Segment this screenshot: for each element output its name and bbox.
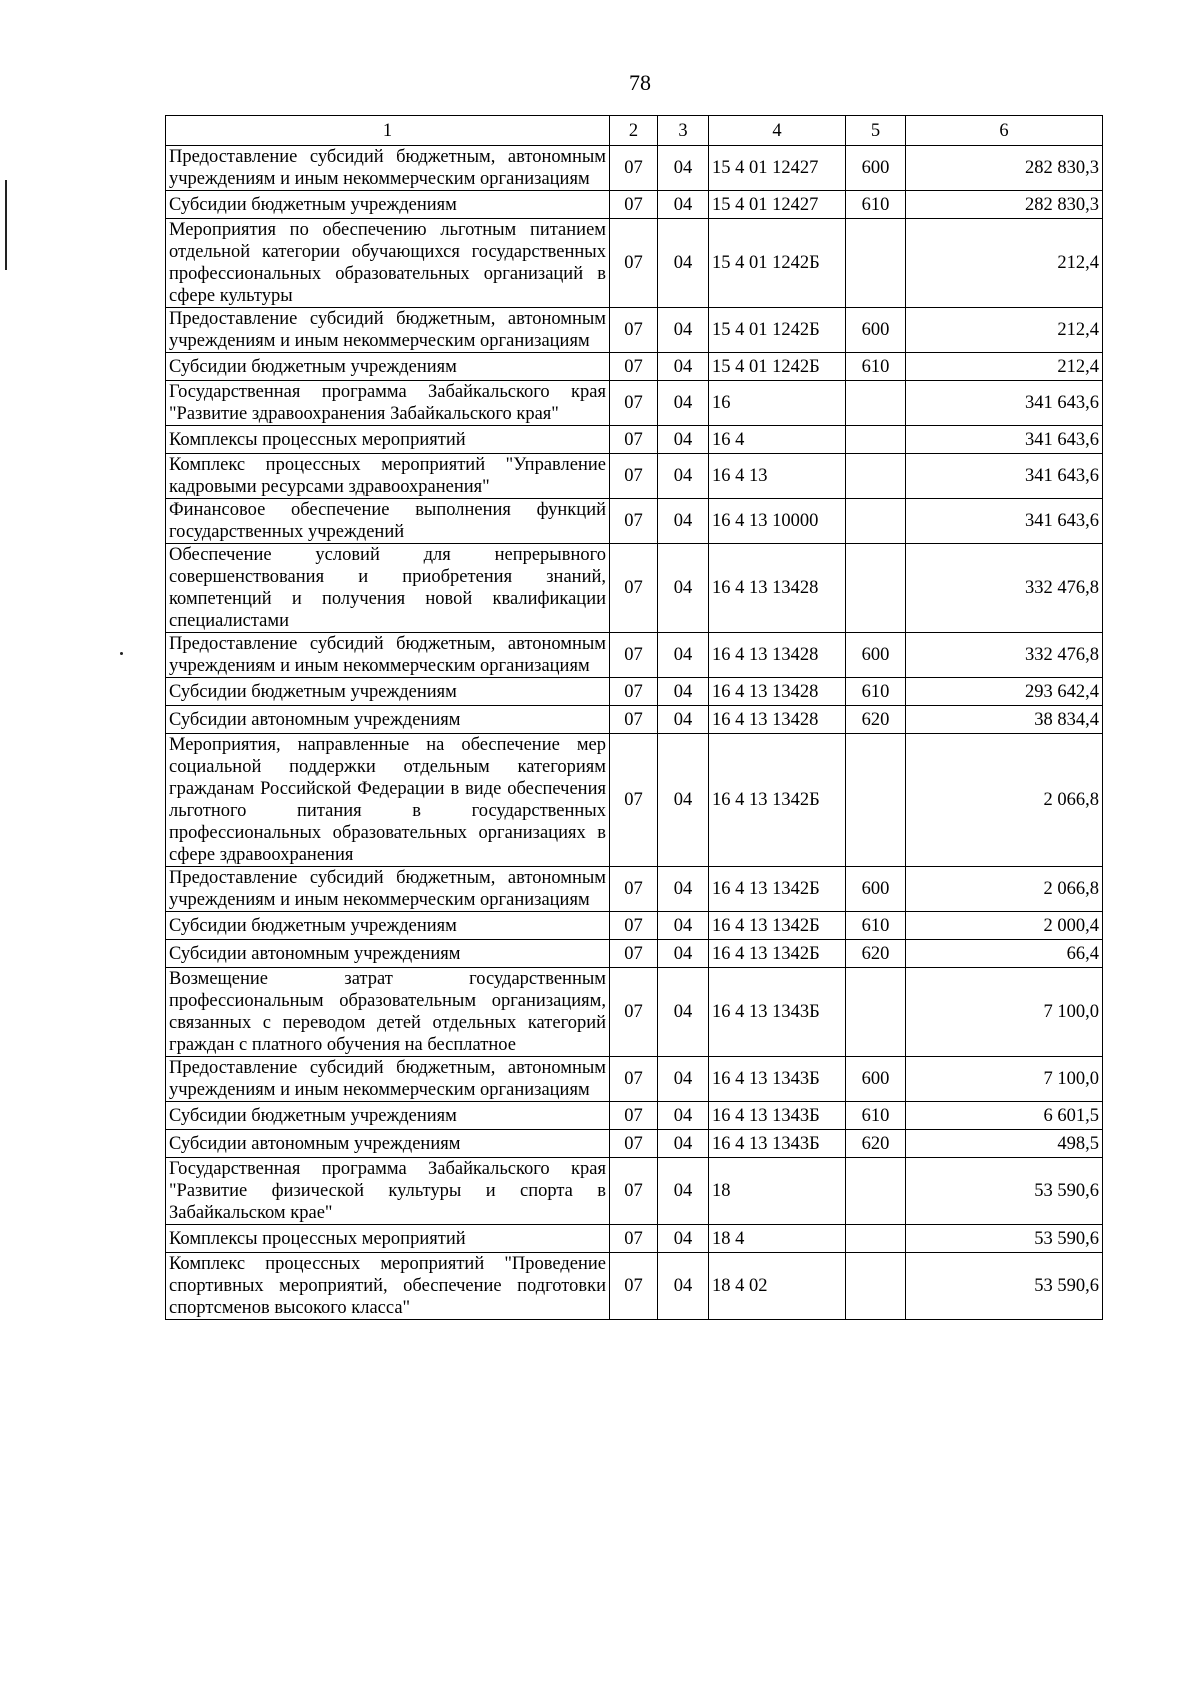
subsection-code: 04 bbox=[658, 968, 709, 1057]
budget-item-name: Субсидии бюджетным учреждениям bbox=[166, 353, 610, 381]
target-article-code: 16 4 13 bbox=[709, 454, 846, 499]
table-row bbox=[166, 1102, 1103, 1130]
budget-item-name: Государственная программа Забайкальского края "Развитие здравоохранения Забайкальского края" bbox=[166, 381, 610, 426]
table-row bbox=[166, 940, 1103, 968]
table-row bbox=[166, 1253, 1103, 1320]
section-code: 07 bbox=[610, 734, 658, 867]
target-article-code: 15 4 01 12427 bbox=[709, 146, 846, 191]
target-article-code: 16 4 13 1342Б bbox=[709, 940, 846, 968]
subsection-code: 04 bbox=[658, 426, 709, 454]
expense-type-code bbox=[846, 499, 906, 544]
expense-type-code: 610 bbox=[846, 678, 906, 706]
section-code: 07 bbox=[610, 1057, 658, 1102]
table-row bbox=[166, 968, 1103, 1057]
subsection-code: 04 bbox=[658, 867, 709, 912]
section-code: 07 bbox=[610, 706, 658, 734]
budget-table bbox=[165, 115, 1103, 1320]
section-code: 07 bbox=[610, 499, 658, 544]
budget-item-name: Субсидии бюджетным учреждениям bbox=[166, 912, 610, 940]
amount-value: 212,4 bbox=[906, 219, 1103, 308]
expense-type-code bbox=[846, 1253, 906, 1320]
expense-type-code: 600 bbox=[846, 867, 906, 912]
subsection-code: 04 bbox=[658, 1225, 709, 1253]
section-code: 07 bbox=[610, 940, 658, 968]
expense-type-code bbox=[846, 544, 906, 633]
target-article-code: 16 4 13 10000 bbox=[709, 499, 846, 544]
amount-value: 38 834,4 bbox=[906, 706, 1103, 734]
budget-item-name: Предоставление субсидий бюджетным, автономным учреждениям и иным некоммерческим организациям bbox=[166, 633, 610, 678]
amount-value: 293 642,4 bbox=[906, 678, 1103, 706]
amount-value: 6 601,5 bbox=[906, 1102, 1103, 1130]
table-row bbox=[166, 867, 1103, 912]
expense-type-code bbox=[846, 1158, 906, 1225]
scan-margin-mark bbox=[5, 180, 7, 270]
section-code: 07 bbox=[610, 678, 658, 706]
column-header-6: 6 bbox=[906, 116, 1103, 146]
scan-margin-mark bbox=[120, 652, 123, 655]
table-row bbox=[166, 1130, 1103, 1158]
target-article-code: 16 4 13 13428 bbox=[709, 633, 846, 678]
table-row bbox=[166, 353, 1103, 381]
column-header-3: 3 bbox=[658, 116, 709, 146]
amount-value: 341 643,6 bbox=[906, 454, 1103, 499]
section-code: 07 bbox=[610, 426, 658, 454]
target-article-code: 15 4 01 1242Б bbox=[709, 219, 846, 308]
target-article-code: 16 4 13 1343Б bbox=[709, 968, 846, 1057]
budget-item-name: Субсидии автономным учреждениям bbox=[166, 1130, 610, 1158]
expense-type-code: 600 bbox=[846, 633, 906, 678]
section-code: 07 bbox=[610, 544, 658, 633]
subsection-code: 04 bbox=[658, 191, 709, 219]
target-article-code: 16 4 13 1343Б bbox=[709, 1057, 846, 1102]
target-article-code: 16 4 13 1343Б bbox=[709, 1130, 846, 1158]
table-row bbox=[166, 1057, 1103, 1102]
section-code: 07 bbox=[610, 968, 658, 1057]
target-article-code: 16 4 13 1342Б bbox=[709, 734, 846, 867]
amount-value: 7 100,0 bbox=[906, 1057, 1103, 1102]
table-row bbox=[166, 706, 1103, 734]
amount-value: 341 643,6 bbox=[906, 499, 1103, 544]
expense-type-code: 610 bbox=[846, 912, 906, 940]
amount-value: 498,5 bbox=[906, 1130, 1103, 1158]
expense-type-code bbox=[846, 1225, 906, 1253]
section-code: 07 bbox=[610, 219, 658, 308]
subsection-code: 04 bbox=[658, 308, 709, 353]
target-article-code: 15 4 01 1242Б bbox=[709, 308, 846, 353]
budget-item-name: Предоставление субсидий бюджетным, автономным учреждениям и иным некоммерческим организациям bbox=[166, 1057, 610, 1102]
budget-item-name: Финансовое обеспечение выполнения функций государственных учреждений bbox=[166, 499, 610, 544]
amount-value: 282 830,3 bbox=[906, 146, 1103, 191]
expense-type-code: 610 bbox=[846, 191, 906, 219]
expense-type-code bbox=[846, 454, 906, 499]
subsection-code: 04 bbox=[658, 633, 709, 678]
table-row bbox=[166, 1158, 1103, 1225]
budget-item-name: Субсидии автономным учреждениям bbox=[166, 940, 610, 968]
table-row bbox=[166, 633, 1103, 678]
subsection-code: 04 bbox=[658, 1253, 709, 1320]
budget-item-name: Субсидии бюджетным учреждениям bbox=[166, 1102, 610, 1130]
expense-type-code: 610 bbox=[846, 1102, 906, 1130]
expense-type-code: 620 bbox=[846, 940, 906, 968]
target-article-code: 16 4 13 1342Б bbox=[709, 912, 846, 940]
subsection-code: 04 bbox=[658, 1057, 709, 1102]
section-code: 07 bbox=[610, 1102, 658, 1130]
amount-value: 212,4 bbox=[906, 353, 1103, 381]
table-body bbox=[166, 146, 1103, 1320]
budget-item-name: Комплекс процессных мероприятий "Управление кадровыми ресурсами здравоохранения" bbox=[166, 454, 610, 499]
section-code: 07 bbox=[610, 1225, 658, 1253]
amount-value: 53 590,6 bbox=[906, 1253, 1103, 1320]
table-row bbox=[166, 219, 1103, 308]
subsection-code: 04 bbox=[658, 544, 709, 633]
section-code: 07 bbox=[610, 381, 658, 426]
expense-type-code: 620 bbox=[846, 1130, 906, 1158]
expense-type-code: 610 bbox=[846, 353, 906, 381]
amount-value: 341 643,6 bbox=[906, 381, 1103, 426]
expense-type-code bbox=[846, 734, 906, 867]
amount-value: 2 066,8 bbox=[906, 734, 1103, 867]
page-number: 78 bbox=[629, 70, 651, 95]
budget-item-name: Мероприятия по обеспечению льготным питанием отдельной категории обучающихся государственных профессиональных образовательных организаций в сфере культуры bbox=[166, 219, 610, 308]
table-row bbox=[166, 426, 1103, 454]
amount-value: 66,4 bbox=[906, 940, 1103, 968]
expense-type-code: 600 bbox=[846, 1057, 906, 1102]
table-row bbox=[166, 381, 1103, 426]
budget-item-name: Предоставление субсидий бюджетным, автономным учреждениям и иным некоммерческим организациям bbox=[166, 308, 610, 353]
amount-value: 282 830,3 bbox=[906, 191, 1103, 219]
budget-item-name: Возмещение затрат государственным профессиональным образовательным организациям, связанных с переводом детей отдельных категорий граждан с платного обучения на бесплатное bbox=[166, 968, 610, 1057]
subsection-code: 04 bbox=[658, 706, 709, 734]
amount-value: 2 000,4 bbox=[906, 912, 1103, 940]
amount-value: 53 590,6 bbox=[906, 1158, 1103, 1225]
amount-value: 53 590,6 bbox=[906, 1225, 1103, 1253]
target-article-code: 16 4 13 1342Б bbox=[709, 867, 846, 912]
expense-type-code bbox=[846, 426, 906, 454]
section-code: 07 bbox=[610, 308, 658, 353]
subsection-code: 04 bbox=[658, 146, 709, 191]
expense-type-code bbox=[846, 968, 906, 1057]
subsection-code: 04 bbox=[658, 381, 709, 426]
amount-value: 332 476,8 bbox=[906, 633, 1103, 678]
subsection-code: 04 bbox=[658, 1158, 709, 1225]
budget-item-name: Субсидии бюджетным учреждениям bbox=[166, 191, 610, 219]
target-article-code: 16 4 13 13428 bbox=[709, 544, 846, 633]
expense-type-code: 600 bbox=[846, 146, 906, 191]
table-row bbox=[166, 734, 1103, 867]
target-article-code: 15 4 01 1242Б bbox=[709, 353, 846, 381]
table-row bbox=[166, 308, 1103, 353]
budget-item-name: Субсидии автономным учреждениям bbox=[166, 706, 610, 734]
target-article-code: 18 4 bbox=[709, 1225, 846, 1253]
budget-item-name: Комплексы процессных мероприятий bbox=[166, 426, 610, 454]
target-article-code: 18 bbox=[709, 1158, 846, 1225]
subsection-code: 04 bbox=[658, 454, 709, 499]
target-article-code: 16 4 bbox=[709, 426, 846, 454]
target-article-code: 16 bbox=[709, 381, 846, 426]
section-code: 07 bbox=[610, 867, 658, 912]
subsection-code: 04 bbox=[658, 499, 709, 544]
section-code: 07 bbox=[610, 912, 658, 940]
column-header-2: 2 bbox=[610, 116, 658, 146]
table-header bbox=[166, 116, 1103, 146]
budget-item-name: Государственная программа Забайкальского края "Развитие физической культуры и спорта в Забайкальском крае" bbox=[166, 1158, 610, 1225]
section-code: 07 bbox=[610, 353, 658, 381]
budget-item-name: Предоставление субсидий бюджетным, автономным учреждениям и иным некоммерческим организациям bbox=[166, 867, 610, 912]
table-row bbox=[166, 678, 1103, 706]
target-article-code: 16 4 13 1343Б bbox=[709, 1102, 846, 1130]
subsection-code: 04 bbox=[658, 734, 709, 867]
section-code: 07 bbox=[610, 633, 658, 678]
amount-value: 7 100,0 bbox=[906, 968, 1103, 1057]
amount-value: 2 066,8 bbox=[906, 867, 1103, 912]
budget-item-name: Предоставление субсидий бюджетным, автономным учреждениям и иным некоммерческим организациям bbox=[166, 146, 610, 191]
budget-item-name: Мероприятия, направленные на обеспечение мер социальной поддержки отдельным категориям гражданам Российской Федерации в виде обеспечения льготного питания в государственных профессиональных образовательных организациях в сфере здравоохранения bbox=[166, 734, 610, 867]
section-code: 07 bbox=[610, 454, 658, 499]
column-header-1: 1 bbox=[166, 116, 610, 146]
budget-item-name: Субсидии бюджетным учреждениям bbox=[166, 678, 610, 706]
amount-value: 332 476,8 bbox=[906, 544, 1103, 633]
subsection-code: 04 bbox=[658, 353, 709, 381]
subsection-code: 04 bbox=[658, 219, 709, 308]
subsection-code: 04 bbox=[658, 1130, 709, 1158]
section-code: 07 bbox=[610, 1158, 658, 1225]
amount-value: 341 643,6 bbox=[906, 426, 1103, 454]
section-code: 07 bbox=[610, 1130, 658, 1158]
target-article-code: 16 4 13 13428 bbox=[709, 678, 846, 706]
table-row bbox=[166, 191, 1103, 219]
section-code: 07 bbox=[610, 1253, 658, 1320]
target-article-code: 18 4 02 bbox=[709, 1253, 846, 1320]
column-header-5: 5 bbox=[846, 116, 906, 146]
target-article-code: 15 4 01 12427 bbox=[709, 191, 846, 219]
amount-value: 212,4 bbox=[906, 308, 1103, 353]
column-header-4: 4 bbox=[709, 116, 846, 146]
table-row bbox=[166, 544, 1103, 633]
section-code: 07 bbox=[610, 191, 658, 219]
table-row bbox=[166, 454, 1103, 499]
table-row bbox=[166, 499, 1103, 544]
target-article-code: 16 4 13 13428 bbox=[709, 706, 846, 734]
budget-item-name: Комплексы процессных мероприятий bbox=[166, 1225, 610, 1253]
section-code: 07 bbox=[610, 146, 658, 191]
table-row bbox=[166, 912, 1103, 940]
table-row bbox=[166, 146, 1103, 191]
expense-type-code bbox=[846, 219, 906, 308]
subsection-code: 04 bbox=[658, 1102, 709, 1130]
expense-type-code: 600 bbox=[846, 308, 906, 353]
budget-item-name: Обеспечение условий для непрерывного совершенствования и приобретения знаний, компетенций и получения новой квалификации специалистами bbox=[166, 544, 610, 633]
expense-type-code: 620 bbox=[846, 706, 906, 734]
table-row bbox=[166, 1225, 1103, 1253]
subsection-code: 04 bbox=[658, 912, 709, 940]
expense-type-code bbox=[846, 381, 906, 426]
subsection-code: 04 bbox=[658, 940, 709, 968]
budget-item-name: Комплекс процессных мероприятий "Проведение спортивных мероприятий, обеспечение подготовки спортсменов высокого класса" bbox=[166, 1253, 610, 1320]
subsection-code: 04 bbox=[658, 678, 709, 706]
